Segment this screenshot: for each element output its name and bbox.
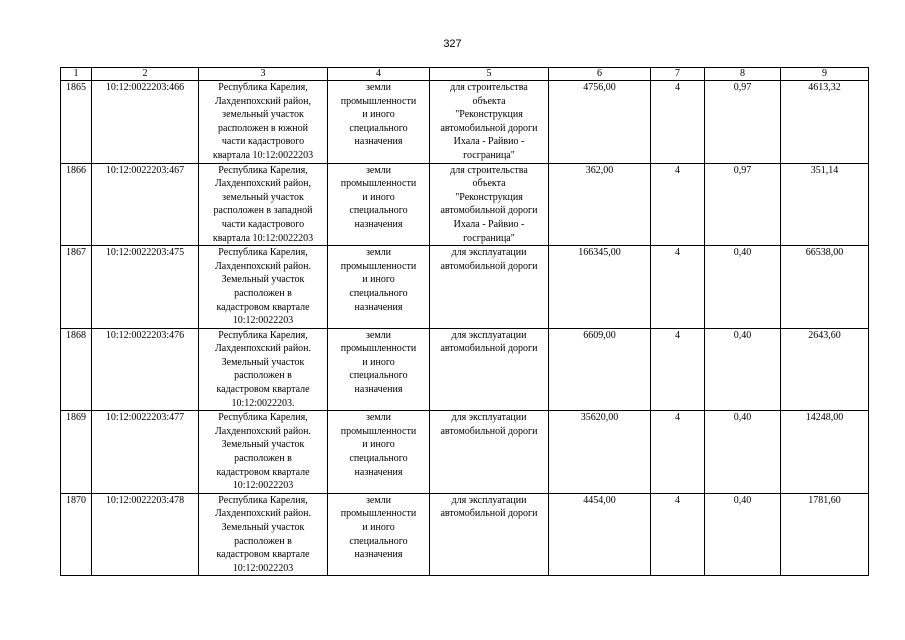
table-row [61,493,869,576]
result-value: 351,14 [781,163,869,246]
cadastral-number: 10:12:0022203:475 [92,246,199,329]
result-value: 14248,00 [781,411,869,494]
row-number: 1867 [61,246,92,329]
land-plot-table [60,67,869,576]
row-number: 1870 [61,493,92,576]
land-category: земли промышленности и иного специального назначения [328,493,430,576]
result-value: 2643,60 [781,328,869,411]
code-value: 4 [651,411,705,494]
permitted-use: для строительства объекта "Реконструкция автомобильной дороги Ихала - Райвио - госграница" [430,81,549,164]
result-value: 1781,60 [781,493,869,576]
area-value: 362,00 [549,163,651,246]
cadastral-number: 10:12:0022203:467 [92,163,199,246]
permitted-use: для эксплуатации автомобильной дороги [430,328,549,411]
coefficient-value: 0,97 [705,81,781,164]
code-value: 4 [651,493,705,576]
column-header: 7 [651,68,705,81]
cadastral-number: 10:12:0022203:477 [92,411,199,494]
permitted-use: для эксплуатации автомобильной дороги [430,246,549,329]
table-row [61,81,869,164]
column-header: 6 [549,68,651,81]
coefficient-value: 0,40 [705,246,781,329]
land-category: земли промышленности и иного специального назначения [328,328,430,411]
plot-location: Республика Карелия, Лахденпохский район. Земельный участок расположен в кадастровом квартале 10:12:0022203. [199,328,328,411]
permitted-use: для эксплуатации автомобильной дороги [430,411,549,494]
row-number: 1868 [61,328,92,411]
coefficient-value: 0,40 [705,411,781,494]
page-number: 327 [443,38,462,50]
code-value: 4 [651,246,705,329]
cadastral-number: 10:12:0022203:466 [92,81,199,164]
cadastral-number: 10:12:0022203:478 [92,493,199,576]
coefficient-value: 0,40 [705,328,781,411]
column-header: 4 [328,68,430,81]
column-header: 2 [92,68,199,81]
coefficient-value: 0,97 [705,163,781,246]
code-value: 4 [651,163,705,246]
column-header: 1 [61,68,92,81]
row-number: 1866 [61,163,92,246]
column-header: 3 [199,68,328,81]
area-value: 4454,00 [549,493,651,576]
area-value: 166345,00 [549,246,651,329]
coefficient-value: 0,40 [705,493,781,576]
result-value: 4613,32 [781,81,869,164]
plot-location: Республика Карелия, Лахденпохский район, земельный участок расположен в южной части кадастрового квартала 10:12:0022203 [199,81,328,164]
plot-location: Республика Карелия, Лахденпохский район. Земельный участок расположен в кадастровом квартале 10:12:0022203 [199,493,328,576]
plot-location: Республика Карелия, Лахденпохский район, земельный участок расположен в западной части кадастрового квартала 10:12:0022203 [199,163,328,246]
column-header: 8 [705,68,781,81]
column-header: 5 [430,68,549,81]
table-row [61,328,869,411]
header-row [61,68,869,81]
row-number: 1865 [61,81,92,164]
row-number: 1869 [61,411,92,494]
land-category: земли промышленности и иного специального назначения [328,246,430,329]
table-row [61,163,869,246]
land-category: земли промышленности и иного специального назначения [328,411,430,494]
land-category: земли промышленности и иного специального назначения [328,81,430,164]
land-category: земли промышленности и иного специального назначения [328,163,430,246]
area-value: 6609,00 [549,328,651,411]
code-value: 4 [651,81,705,164]
table-row [61,246,869,329]
area-value: 4756,00 [549,81,651,164]
plot-location: Республика Карелия, Лахденпохский район. Земельный участок расположен в кадастровом квартале 10:12:0022203 [199,246,328,329]
code-value: 4 [651,328,705,411]
plot-location: Республика Карелия, Лахденпохский район. Земельный участок расположен в кадастровом квартале 10:12:0022203 [199,411,328,494]
table-row [61,411,869,494]
permitted-use: для строительства объекта "Реконструкция автомобильной дороги Ихала - Райвио - госграница" [430,163,549,246]
cadastral-number: 10:12:0022203:476 [92,328,199,411]
column-header: 9 [781,68,869,81]
area-value: 35620,00 [549,411,651,494]
result-value: 66538,00 [781,246,869,329]
permitted-use: для эксплуатации автомобильной дороги [430,493,549,576]
